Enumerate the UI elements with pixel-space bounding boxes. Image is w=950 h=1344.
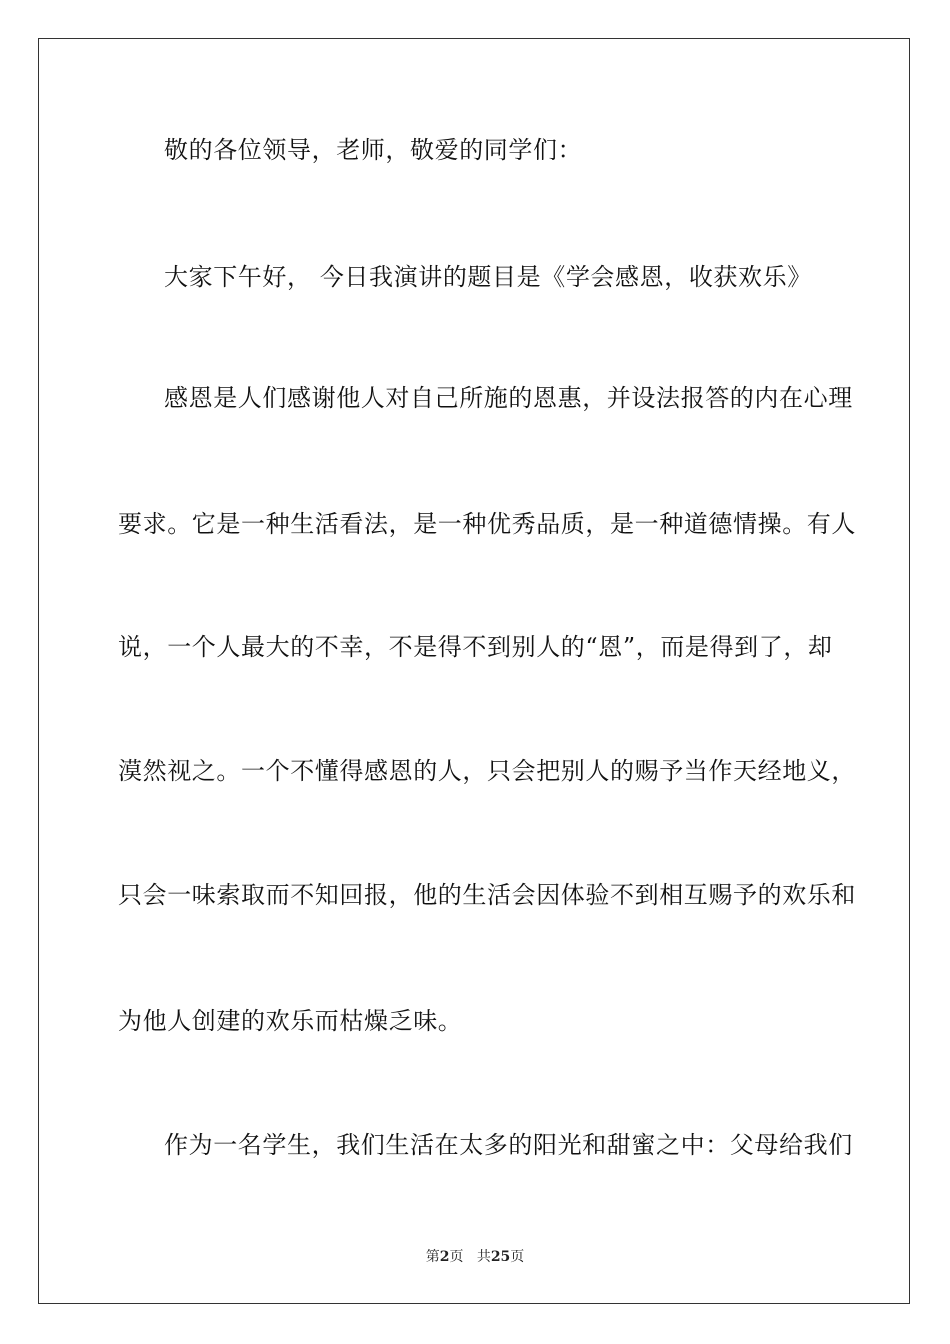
page-prefix: 第 [425, 1249, 440, 1265]
page-frame [38, 38, 910, 1304]
paragraph-line: 要求。它是一种生活看法，是一种优秀品质，是一种道德情操。有人 [118, 510, 856, 538]
paragraph-line: 只会一味索取而不知回报，他的生活会因体验不到相互赐予的欢乐和 [118, 881, 856, 909]
paragraph-line: 作为一名学生，我们生活在太多的阳光和甜蜜之中：父母给我们 [164, 1131, 853, 1159]
page-suffix: 页 [449, 1249, 464, 1265]
total-prefix: 共 [476, 1249, 491, 1265]
greeting-line: 大家下午好， 今日我演讲的题目是《学会感恩，收获欢乐》 [164, 263, 812, 291]
salutation-line: 敬的各位领导，老师，敬爱的同学们： [164, 136, 583, 164]
total-suffix: 页 [510, 1249, 525, 1265]
page-number: 2 [439, 1249, 450, 1265]
paragraph-line: 漠然视之。一个不懂得感恩的人，只会把别人的赐予当作天经地义， [118, 757, 856, 785]
paragraph-line: 说，一个人最大的不幸，不是得不到别人的“恩”，而是得到了，却 [118, 633, 833, 661]
page-footer [0, 1248, 950, 1266]
paragraph-line: 为他人创建的欢乐而枯燥乏味。 [118, 1007, 463, 1035]
paragraph-line: 感恩是人们感谢他人对自己所施的恩惠，并设法报答的内在心理 [164, 384, 853, 412]
total-pages: 25 [490, 1249, 511, 1265]
